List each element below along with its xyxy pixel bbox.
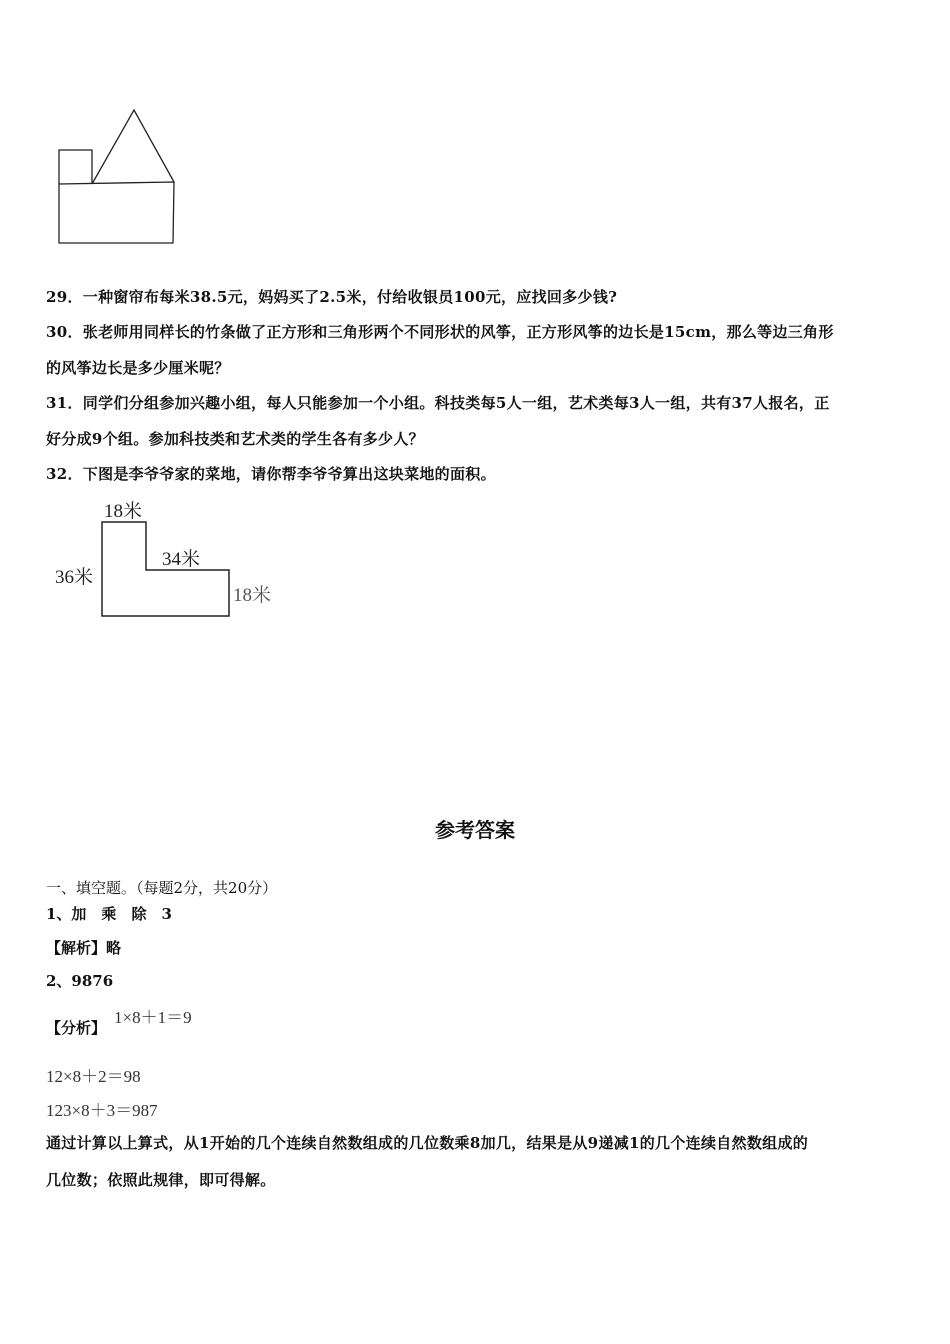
label-top: 18米	[104, 501, 143, 522]
answer-2-explain-line-2: 几位数；依照此规律，即可得解。	[46, 1171, 276, 1189]
answer-1: 1、加 乘 除 3	[46, 905, 172, 923]
equation-2: 12×8＋2＝98	[46, 1067, 141, 1086]
question-32: 32．下图是李爷爷家的菜地，请你帮李爷爷算出这块菜地的面积。	[46, 465, 496, 483]
question-29: 29．一种窗帘布每米38.5元，妈妈买了2.5米，付给收银员100元，应找回多少钱?	[46, 288, 618, 306]
house-shape-figure	[50, 100, 190, 250]
label-middle: 34米	[162, 549, 201, 570]
label-left: 36米	[55, 567, 94, 588]
question-30-line-2: 的风筝边长是多少厘米呢？	[46, 359, 230, 377]
answer-2: 2、9876	[46, 972, 114, 990]
house-triangle	[92, 110, 174, 184]
answer-2-note-label: 【分析】	[46, 1019, 107, 1037]
label-right: 18米	[233, 585, 272, 606]
answer-1-note: 【解析】略	[46, 939, 122, 957]
answer-2-explain-line-1: 通过计算以上算式，从1开始的几个连续自然数组成的几位数乘8加几，结果是从9递减1的几个连续自然数组成的	[46, 1134, 809, 1152]
question-31-line-1: 31．同学们分组参加兴趣小组，每人只能参加一个小组。科技类每5人一组，艺术类每3人一组，共有37人报名，正	[46, 394, 830, 412]
house-body-rectangle	[59, 182, 174, 243]
equation-3: 123×8＋3＝987	[46, 1101, 158, 1120]
question-30-line-1: 30．张老师用同样长的竹条做了正方形和三角形两个不同形状的风筝，正方形风筝的边长是15cm，那么等边三角形	[46, 323, 834, 341]
house-small-square	[59, 150, 92, 184]
answers-title: 参考答案	[435, 818, 515, 842]
section-1-heading: 一、填空题。（每题2分，共20分）	[46, 879, 278, 897]
question-31-line-2: 好分成9个组。参加科技类和艺术类的学生各有多少人？	[46, 430, 424, 448]
equation-1: 1×8＋1＝9	[114, 1008, 192, 1027]
vegetable-plot-figure	[50, 490, 290, 630]
